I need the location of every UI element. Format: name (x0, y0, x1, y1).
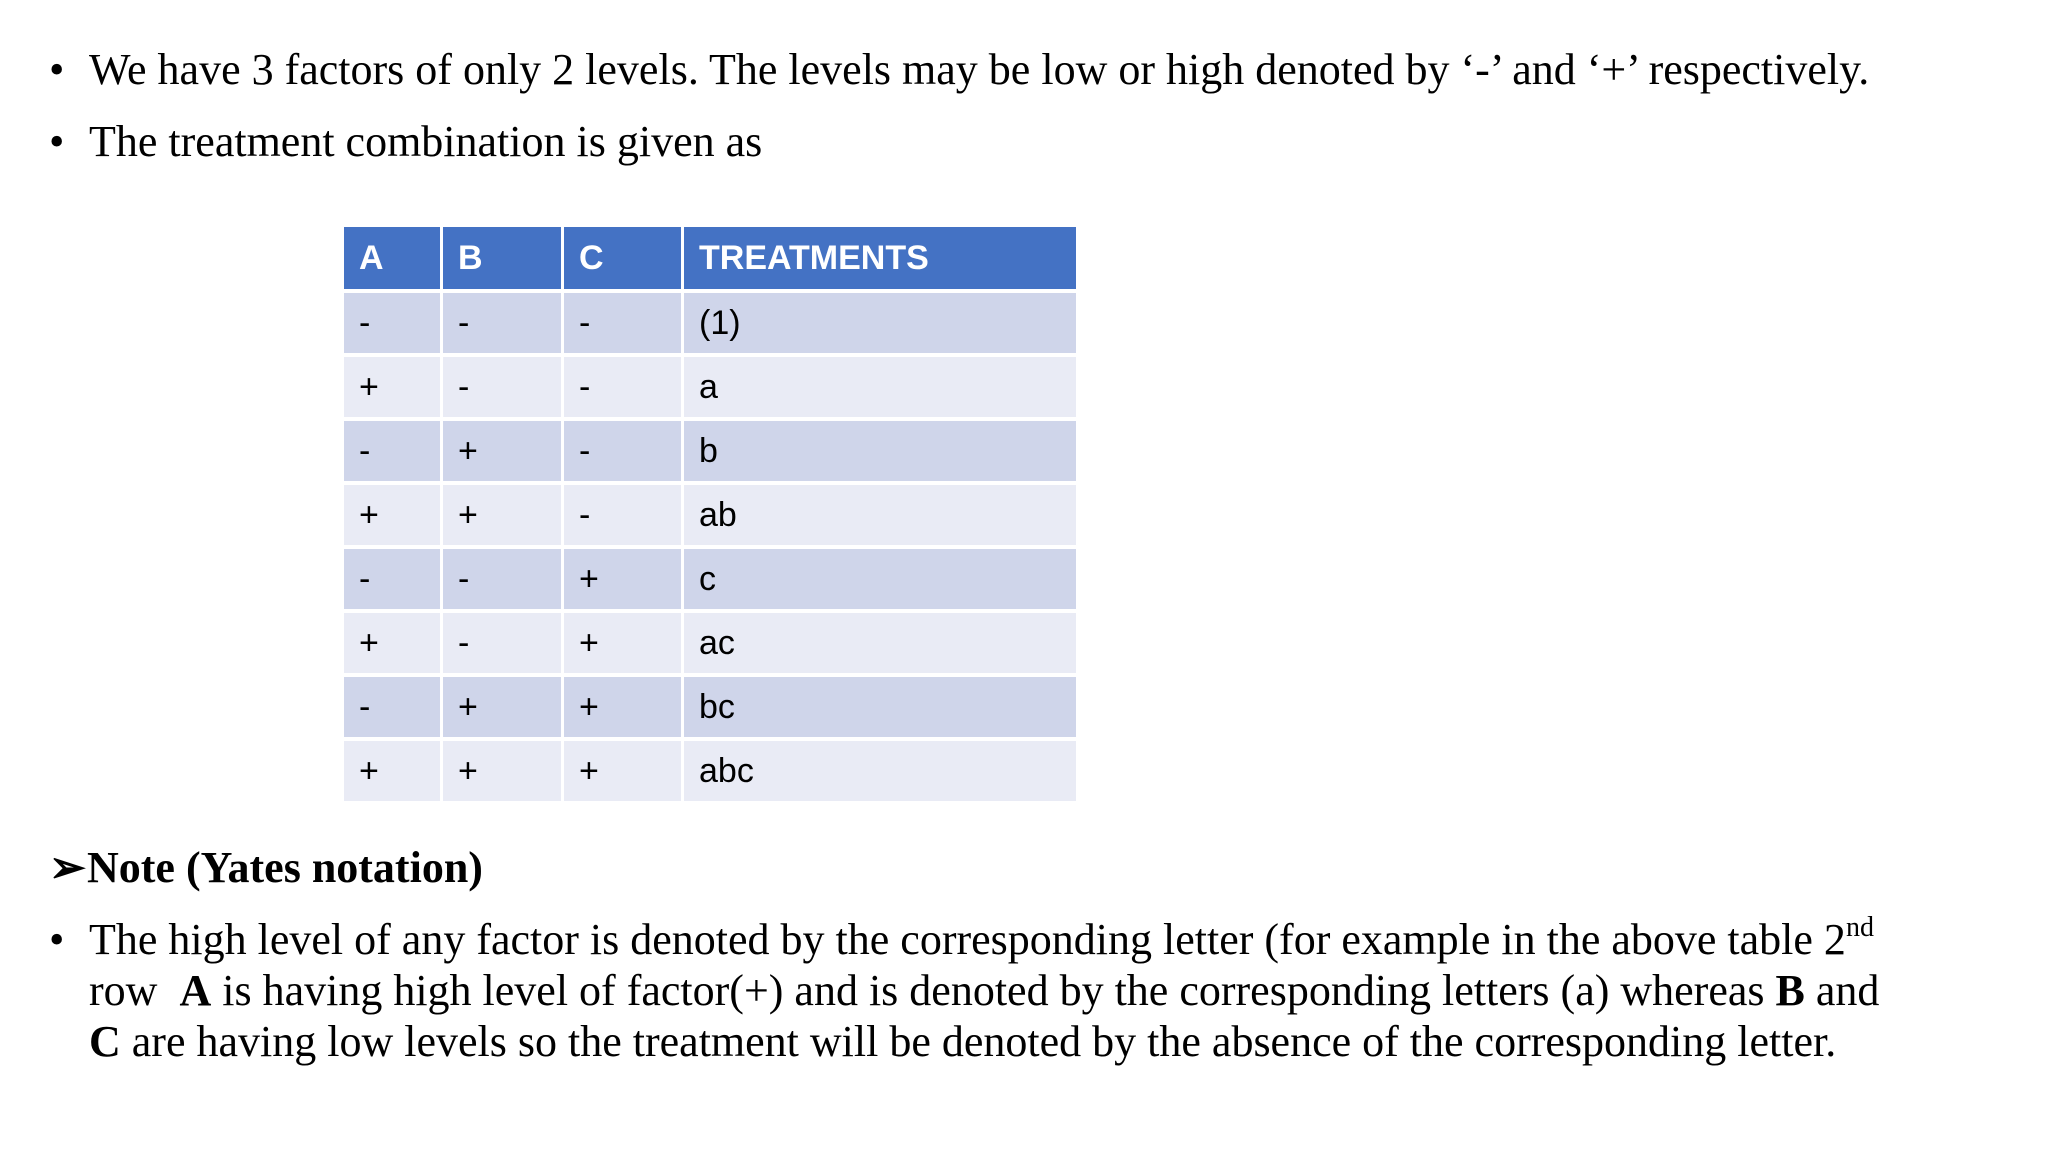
table-row (344, 677, 1076, 741)
note-heading-text: Note (Yates notation) (87, 843, 483, 892)
table-cell: ab (684, 485, 1076, 549)
factor-b-label: B (1775, 966, 1805, 1015)
bullet-text: We have 3 factors of only 2 levels. The levels may be low or high denoted by ‘-’ and ‘+’ respectively. (89, 45, 1870, 94)
table-cell: + (443, 421, 564, 485)
table-cell: + (564, 677, 684, 741)
bullet-icon: • (49, 45, 65, 94)
table-cell: + (564, 741, 684, 805)
note-text: and (1804, 966, 1880, 1015)
table-cell: + (344, 741, 443, 805)
table-cell: - (443, 613, 564, 677)
header-cell-c: C (564, 227, 684, 293)
header-cell-a: A (344, 227, 443, 293)
table-cell: - (564, 485, 684, 549)
table-cell: + (564, 549, 684, 613)
table-cell: bc (684, 677, 1076, 741)
arrow-bullet-icon: ➢ (49, 843, 86, 892)
table-cell: abc (684, 741, 1076, 805)
table-cell: - (344, 677, 443, 741)
table-row (344, 293, 1076, 357)
table-row (344, 421, 1076, 485)
table-cell: - (344, 293, 443, 357)
table-cell: + (564, 613, 684, 677)
note-line-2 (89, 966, 1879, 1016)
table-cell: ac (684, 613, 1076, 677)
bullet-text: The treatment combination is given as (89, 117, 763, 166)
note-text: are having low levels so the treatment will be denoted by the absence of the corresponding letter. (120, 1017, 1837, 1066)
table-cell: - (564, 293, 684, 357)
table-row (344, 357, 1076, 421)
table-header-row (344, 227, 1076, 293)
note-line-1 (89, 912, 1874, 965)
table-cell: + (443, 677, 564, 741)
table-cell: b (684, 421, 1076, 485)
table-cell: - (564, 357, 684, 421)
table-cell: a (684, 357, 1076, 421)
note-superscript: nd (1845, 912, 1874, 943)
header-cell-b: B (443, 227, 564, 293)
table-cell: + (344, 485, 443, 549)
note-text: The high level of any factor is denoted by the corresponding letter (for example in the above table 2 (89, 915, 1846, 964)
table-row (344, 549, 1076, 613)
table-cell: - (344, 549, 443, 613)
table-cell: - (443, 357, 564, 421)
treatment-table (344, 227, 1076, 805)
table-cell: - (344, 421, 443, 485)
table-cell: c (684, 549, 1076, 613)
factor-c-label: C (89, 1017, 121, 1066)
note-text: is having high level of factor(+) and is denoted by the corresponding letters (a) whereas (211, 966, 1776, 1015)
header-cell-treatments: TREATMENTS (684, 227, 1076, 293)
table-row (344, 741, 1076, 805)
table-cell: - (564, 421, 684, 485)
table-row (344, 485, 1076, 549)
table-cell: - (443, 549, 564, 613)
note-heading (49, 843, 483, 893)
bullet-icon: • (49, 117, 65, 166)
table-cell: + (344, 357, 443, 421)
table-row (344, 613, 1076, 677)
factor-a-label: A (179, 966, 212, 1015)
table-cell: (1) (684, 293, 1076, 357)
bullet-icon: • (49, 915, 65, 964)
table-cell: + (443, 485, 564, 549)
note-text: row (89, 966, 180, 1015)
table-cell: + (443, 741, 564, 805)
table-cell: + (344, 613, 443, 677)
table-cell: - (443, 293, 564, 357)
note-line-3 (89, 1017, 1836, 1067)
